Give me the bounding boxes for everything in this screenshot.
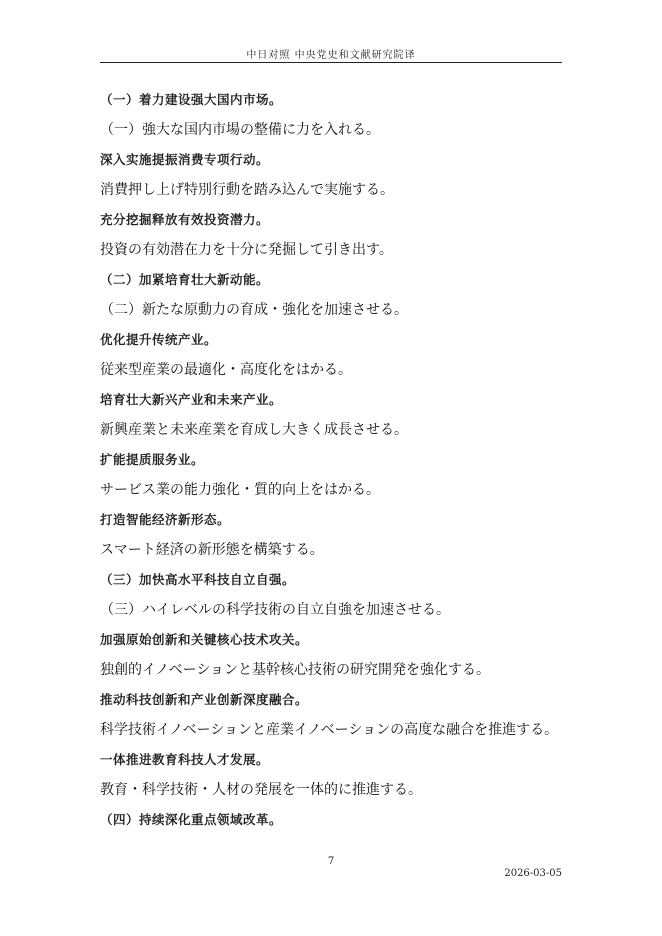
page-header-title: 中日对照 中央党史和文献研究院译 <box>246 50 416 61</box>
footer-date: 2026-03-05 <box>504 868 562 879</box>
japanese-text-line: （三）ハイレベルの科学技術の自立自強を加速させる。 <box>100 602 450 618</box>
japanese-text-line: サービス業の能力強化・質的向上をはかる。 <box>100 482 380 498</box>
chinese-text-line: （三）加快高水平科技自立自强。 <box>100 572 296 587</box>
japanese-text-line: スマート経済の新形態を構築する。 <box>100 542 324 558</box>
chinese-text-line: 一体推进教育科技人才发展。 <box>100 752 270 767</box>
chinese-text-line: 优化提升传统产业。 <box>100 332 218 347</box>
chinese-text-line: 推动科技创新和产业创新深度融合。 <box>100 692 309 707</box>
chinese-text-line: （一）着力建设强大国内市场。 <box>100 92 283 107</box>
japanese-text-line: 科学技術イノベーションと産業イノベーションの高度な融合を推進する。 <box>100 722 559 738</box>
chinese-text-line: 深入实施提振消费专项行动。 <box>100 152 270 167</box>
chinese-text-line: 扩能提质服务业。 <box>100 452 205 467</box>
bilingual-text-body <box>100 88 570 838</box>
chinese-text-line: 加强原始创新和关键核心技术攻关。 <box>100 632 309 647</box>
chinese-text-line: 培育壮大新兴产业和未来产业。 <box>100 392 283 407</box>
japanese-text-line: （二）新たな原動力の育成・強化を加速させる。 <box>100 302 408 318</box>
japanese-text-line: 新興産業と未来産業を育成し大きく成長させる。 <box>100 422 408 438</box>
chinese-text-line: 充分挖掘释放有效投资潜力。 <box>100 212 270 227</box>
japanese-text-line: 教育・科学技術・人材の発展を一体的に推進する。 <box>100 782 422 798</box>
chinese-text-line: （二）加紧培育壮大新动能。 <box>100 272 270 287</box>
chinese-text-line: （四）持续深化重点领域改革。 <box>100 812 283 827</box>
japanese-text-line: （一）強大な国内市場の整備に力を入れる。 <box>100 122 380 138</box>
japanese-text-line: 投資の有効潜在力を十分に発掘して引き出す。 <box>100 242 393 258</box>
header-divider <box>100 62 562 63</box>
japanese-text-line: 独創的イノベーションと基幹核心技術の研究開発を強化する。 <box>100 662 491 678</box>
page-number: 7 <box>327 856 335 867</box>
japanese-text-line: 消費押し上げ特別行動を踏み込んで実施する。 <box>100 182 394 198</box>
chinese-text-line: 打造智能经济新形态。 <box>100 512 231 527</box>
japanese-text-line: 従来型産業の最適化・高度化をはかる。 <box>100 362 352 378</box>
